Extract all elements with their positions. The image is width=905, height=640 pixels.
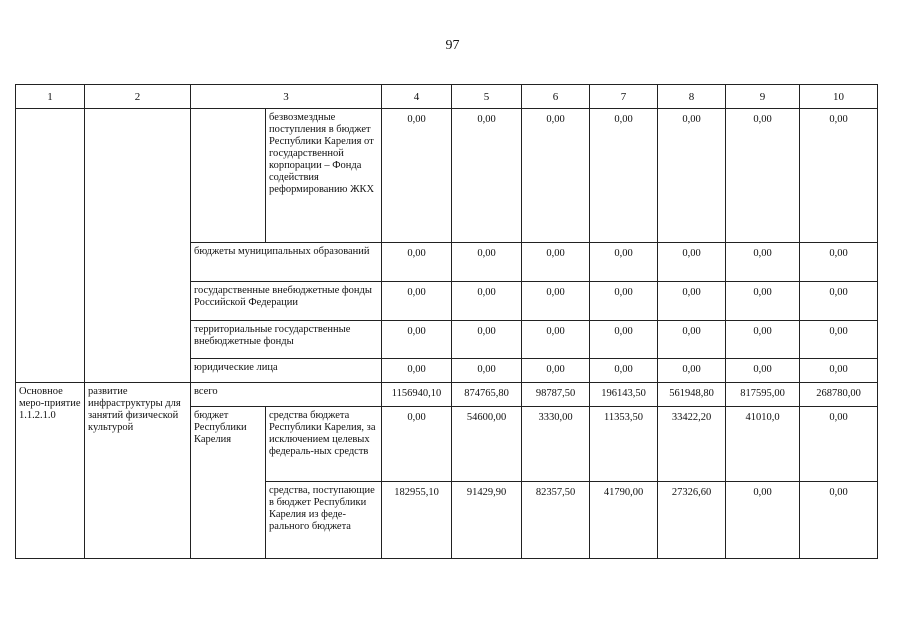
source-label: средства, поступающие в бюджет Республики Карелия из феде-рального бюджета bbox=[266, 482, 382, 559]
value-cell: 41010,0 bbox=[726, 407, 800, 482]
table-row bbox=[16, 383, 878, 407]
value-cell: 91429,90 bbox=[452, 482, 522, 559]
value-cell: 0,00 bbox=[590, 243, 658, 282]
value-cell: 0,00 bbox=[590, 359, 658, 383]
header-row bbox=[16, 85, 878, 109]
value-cell: 0,00 bbox=[800, 321, 878, 359]
value-cell: 0,00 bbox=[800, 109, 878, 243]
value-cell: 0,00 bbox=[658, 282, 726, 321]
value-cell: 0,00 bbox=[800, 359, 878, 383]
value-cell: 0,00 bbox=[522, 109, 590, 243]
value-cell: 0,00 bbox=[658, 243, 726, 282]
source-label: всего bbox=[191, 383, 382, 407]
value-cell: 0,00 bbox=[726, 321, 800, 359]
value-cell: 0,00 bbox=[452, 109, 522, 243]
value-cell: 0,00 bbox=[726, 243, 800, 282]
empty-cell bbox=[16, 109, 85, 383]
header-cell: 10 bbox=[800, 85, 878, 109]
value-cell: 0,00 bbox=[522, 359, 590, 383]
value-cell: 98787,50 bbox=[522, 383, 590, 407]
header-cell: 6 bbox=[522, 85, 590, 109]
value-cell: 0,00 bbox=[590, 321, 658, 359]
source-label: территориальные государственные внебюджетные фонды bbox=[191, 321, 382, 359]
value-cell: 182955,10 bbox=[382, 482, 452, 559]
value-cell: 0,00 bbox=[382, 407, 452, 482]
value-cell: 41790,00 bbox=[590, 482, 658, 559]
value-cell: 0,00 bbox=[382, 109, 452, 243]
value-cell: 0,00 bbox=[726, 482, 800, 559]
value-cell: 0,00 bbox=[590, 282, 658, 321]
value-cell: 0,00 bbox=[382, 243, 452, 282]
value-cell: 0,00 bbox=[726, 109, 800, 243]
value-cell: 0,00 bbox=[522, 282, 590, 321]
empty-cell bbox=[191, 109, 266, 243]
value-cell: 0,00 bbox=[522, 243, 590, 282]
value-cell: 0,00 bbox=[452, 359, 522, 383]
empty-cell bbox=[85, 109, 191, 383]
value-cell: 0,00 bbox=[726, 359, 800, 383]
value-cell: 817595,00 bbox=[726, 383, 800, 407]
header-cell: 3 bbox=[191, 85, 382, 109]
value-cell: 0,00 bbox=[800, 282, 878, 321]
value-cell: 0,00 bbox=[658, 321, 726, 359]
value-cell: 3330,00 bbox=[522, 407, 590, 482]
source-group-label: бюджет Республики Карелия bbox=[191, 407, 266, 559]
header-cell: 1 bbox=[16, 85, 85, 109]
header-cell: 8 bbox=[658, 85, 726, 109]
value-cell: 0,00 bbox=[382, 359, 452, 383]
header-cell: 2 bbox=[85, 85, 191, 109]
value-cell: 27326,60 bbox=[658, 482, 726, 559]
value-cell: 11353,50 bbox=[590, 407, 658, 482]
value-cell: 33422,20 bbox=[658, 407, 726, 482]
value-cell: 0,00 bbox=[800, 482, 878, 559]
value-cell: 1156940,10 bbox=[382, 383, 452, 407]
value-cell: 196143,50 bbox=[590, 383, 658, 407]
value-cell: 0,00 bbox=[658, 359, 726, 383]
value-cell: 82357,50 bbox=[522, 482, 590, 559]
value-cell: 0,00 bbox=[800, 243, 878, 282]
page-number: 97 bbox=[445, 38, 460, 53]
value-cell: 0,00 bbox=[452, 243, 522, 282]
value-cell: 0,00 bbox=[590, 109, 658, 243]
value-cell: 0,00 bbox=[658, 109, 726, 243]
header-cell: 9 bbox=[726, 85, 800, 109]
source-label: государственные внебюджетные фонды Российской Федерации bbox=[191, 282, 382, 321]
value-cell: 54600,00 bbox=[452, 407, 522, 482]
value-cell: 561948,80 bbox=[658, 383, 726, 407]
value-cell: 0,00 bbox=[382, 321, 452, 359]
value-cell: 0,00 bbox=[522, 321, 590, 359]
header-cell: 5 bbox=[452, 85, 522, 109]
source-label: средства бюджета Республики Карелия, за исключением целевых федераль-ных средств bbox=[266, 407, 382, 482]
source-label: бюджеты муниципальных образований bbox=[191, 243, 382, 282]
measure-name: развитие инфраструктуры для занятий физической культурой bbox=[85, 383, 191, 559]
value-cell: 0,00 bbox=[800, 407, 878, 482]
header-cell: 7 bbox=[590, 85, 658, 109]
measure-code: Основное меро-приятие 1.1.2.1.0 bbox=[16, 383, 85, 559]
budget-table bbox=[15, 84, 878, 559]
source-label: юридические лица bbox=[191, 359, 382, 383]
value-cell: 0,00 bbox=[726, 282, 800, 321]
value-cell: 0,00 bbox=[452, 282, 522, 321]
value-cell: 268780,00 bbox=[800, 383, 878, 407]
value-cell: 0,00 bbox=[452, 321, 522, 359]
value-cell: 0,00 bbox=[382, 282, 452, 321]
table-row bbox=[16, 109, 878, 243]
source-label: безвозмездные поступления в бюджет Республики Карелия от государственной корпорации – Фонда содействия реформированию ЖКХ bbox=[266, 109, 382, 243]
header-cell: 4 bbox=[382, 85, 452, 109]
value-cell: 874765,80 bbox=[452, 383, 522, 407]
